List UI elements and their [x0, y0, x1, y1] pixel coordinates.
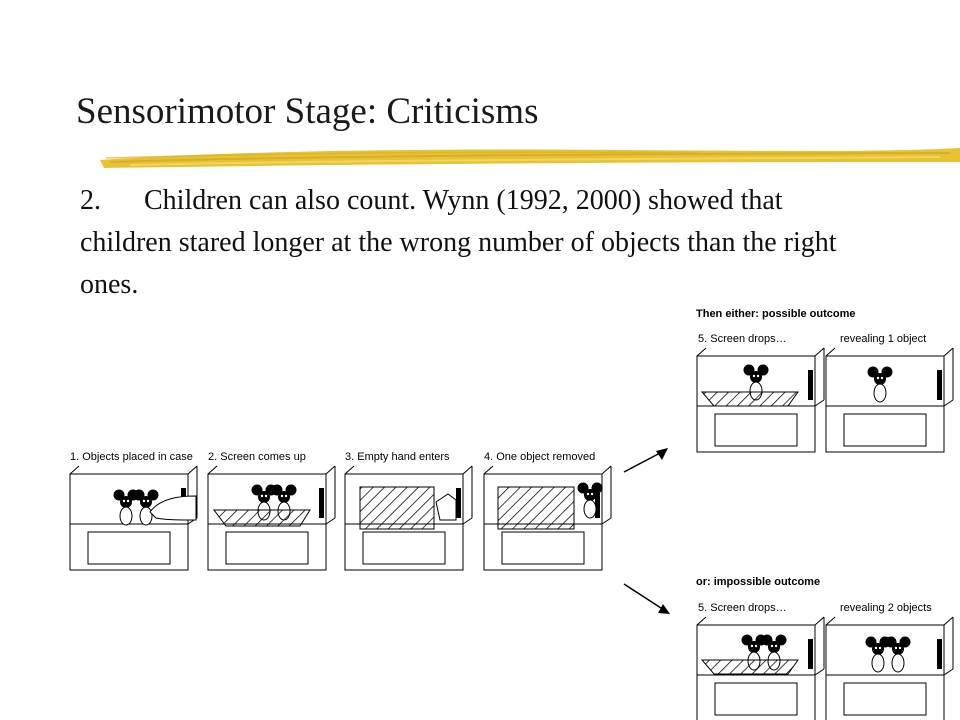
screen-dropping	[702, 660, 798, 674]
point-text: Children can also count. Wynn (1992, 2000) showed that children stared longer at the wrong number of objects than the right ones.	[80, 185, 837, 300]
screen-up	[360, 487, 434, 529]
impossible-panel-1-label: 5. Screen drops…	[698, 602, 787, 614]
screen-rising	[214, 510, 310, 526]
sequence-step-2	[208, 451, 335, 570]
arrow-to-possible-icon	[624, 448, 668, 472]
step-4-label: 4. One object removed	[484, 451, 596, 463]
impossible-outcome	[696, 576, 953, 720]
sequence-step-4	[484, 451, 611, 570]
step-3-label: 3. Empty hand enters	[345, 451, 450, 463]
sequence-step-3	[345, 451, 472, 570]
display-case-impossible-2	[826, 617, 953, 720]
possible-panel-1-label: 5. Screen drops…	[698, 333, 787, 345]
sequence-step-1	[70, 451, 197, 570]
possible-outcome	[696, 308, 953, 452]
step-2-label: 2. Screen comes up	[208, 451, 306, 463]
point-number: 2.	[80, 185, 101, 216]
slide-title: Sensorimotor Stage: Criticisms	[76, 91, 539, 132]
possible-panel-2-label: revealing 1 object	[840, 333, 927, 345]
impossible-panel-2-label: revealing 2 objects	[840, 602, 932, 614]
step-1-label: 1. Objects placed in case	[70, 451, 193, 463]
screen-dropping	[702, 392, 798, 406]
screen-up	[498, 487, 574, 529]
possible-outcome-heading: Then either: possible outcome	[696, 308, 856, 320]
display-case-possible-2	[826, 348, 953, 452]
arrow-to-impossible-icon	[624, 584, 670, 614]
impossible-outcome-heading: or: impossible outcome	[696, 576, 821, 588]
